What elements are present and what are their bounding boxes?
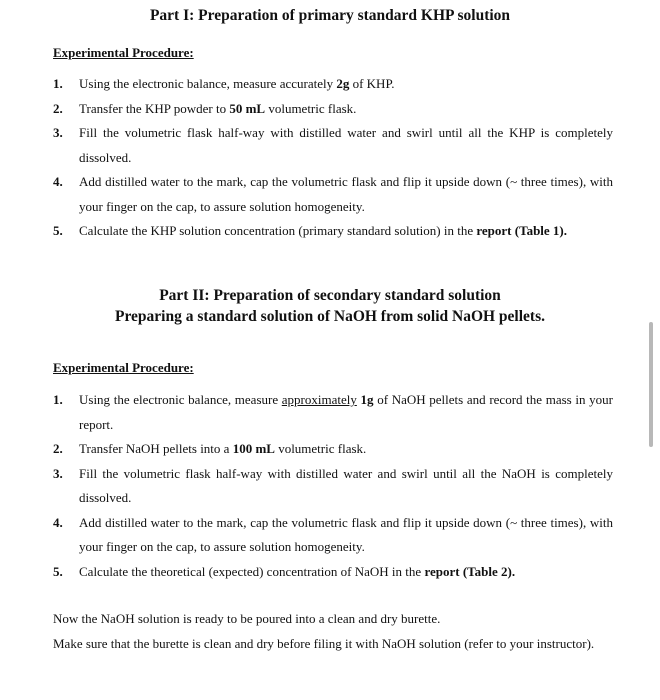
step-number: 2. — [53, 441, 63, 456]
list-item: 5. Calculate the KHP solution concentration (primary standard solution) in the report (Table 1). — [53, 219, 613, 244]
step-number: 5. — [53, 223, 63, 238]
note-burette-ready: Now the NaOH solution is ready to be poured into a clean and dry burette. — [53, 611, 441, 626]
step-number: 1. — [53, 76, 63, 91]
part1-title: Part I: Preparation of primary standard KHP solution — [149, 7, 511, 24]
list-item: 5. Calculate the theoretical (expected) concentration of NaOH in the report (Table 2). — [53, 560, 613, 585]
list-item: 4. Add distilled water to the mark, cap the volumetric flask and flip it upside down (~ three times), with your finger on the cap, to assure solution homogeneity. — [53, 511, 613, 560]
step-number: 5. — [53, 563, 63, 579]
part2-steps-list — [53, 388, 613, 584]
step-number: 4. — [53, 514, 63, 530]
part2-procedure-heading: Experimental Procedure: — [53, 360, 194, 375]
part1-steps-list — [53, 72, 613, 244]
list-item: 3. Fill the volumetric flask half-way with distilled water and swirl until all the KHP is completely dissolved. — [53, 121, 613, 170]
step-number: 3. — [53, 465, 63, 481]
note-burette-clean: Make sure that the burette is clean and dry before filing it with NaOH solution (refer to your instructor). — [53, 636, 595, 651]
list-item: 2. Transfer NaOH pellets into a 100 mL volumetric flask. — [53, 437, 613, 462]
step-number: 4. — [53, 174, 63, 189]
list-item: 4. Add distilled water to the mark, cap the volumetric flask and flip it upside down (~ three times), with your finger on the cap, to assure solution homogeneity. — [53, 170, 613, 219]
list-item: 3. Fill the volumetric flask half-way with distilled water and swirl until all the NaOH is completely dissolved. — [53, 462, 613, 511]
vertical-scrollbar[interactable] — [649, 322, 653, 447]
step-number: 2. — [53, 100, 63, 116]
part2-subtitle: Preparing a standard solution of NaOH from solid NaOH pellets. — [114, 308, 545, 325]
list-item: 2. Transfer the KHP powder to 50 mL volumetric flask. — [53, 97, 613, 122]
list-item: 1. Using the electronic balance, measure accurately 2g of KHP. — [53, 72, 613, 97]
step-number: 3. — [53, 125, 63, 140]
part2-title: Part II: Preparation of secondary standard solution — [159, 287, 501, 304]
part1-procedure-heading: Experimental Procedure: — [53, 45, 194, 60]
list-item: 1. Using the electronic balance, measure approximately 1g of NaOH pellets and record the mass in your report. — [53, 388, 613, 437]
step-number: 1. — [53, 392, 63, 407]
